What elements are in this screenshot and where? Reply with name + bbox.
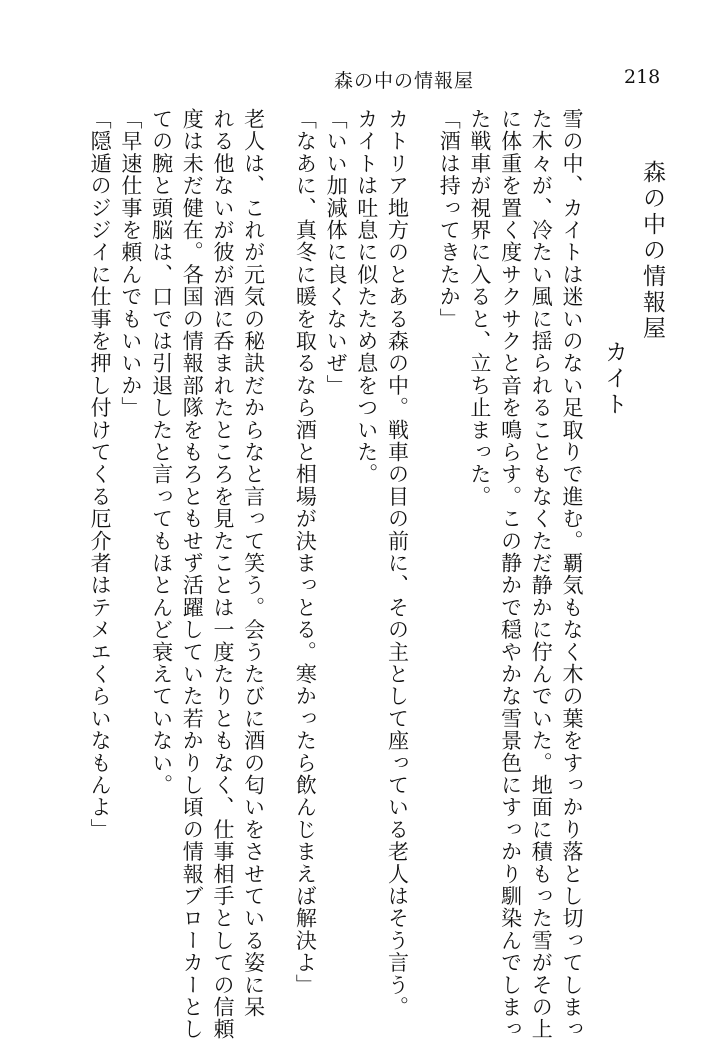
body-line: 度は未だ健在。各国の情報部隊をもろともせず活躍していた若かりし頃の情報ブローカーとし — [180, 108, 205, 1040]
dialogue-line: 「隠遁のジジイに仕事を押し付けてくる厄介者はテメエくらいなもんよ」 — [88, 108, 113, 841]
body-line: れる他ないが彼が酒に呑まれたところを見たことは一度たりともなく、仕事相手としての信頼 — [210, 108, 235, 1040]
running-head-title: 森の中の情報屋 — [334, 70, 475, 92]
body-line: た木々が、冷たい風に揺られることもなくただ静かに佇んでいた。地面に積もった雪がその上 — [529, 108, 554, 1040]
body-line: カトリア地方のとある森の中。戦車の目の前に、その主として座っている老人はそう言う。 — [385, 108, 410, 1019]
page-number: 218 — [624, 66, 661, 88]
body-line: ての腕と頭脳は、口では引退したと言ってもほとんど衰えていない。 — [149, 108, 174, 797]
chapter-author: カイト — [601, 340, 627, 418]
dialogue-line: 「早速仕事を頼んでもいいか」 — [118, 108, 143, 419]
body-line: カイトは吐息に似たため息をついた。 — [354, 108, 379, 486]
body-line: 老人は、これが元気の秘訣だからなと言って笑う。会うたびに酒の匂いをさせている姿に呆 — [241, 108, 266, 1019]
body-line: た戦車が視界に入ると、立ち止まった。 — [467, 108, 492, 508]
dialogue-line: 「なあに、真冬に暖を取るなら酒と相場が決まっとる。寒かったら飲んじまえば解決よ」 — [293, 108, 318, 996]
chapter-title: 森の中の情報屋 — [639, 160, 665, 342]
body-text — [84, 108, 608, 1040]
body-line: 雪の中、カイトは迷いのない足取りで進む。覇気もなく木の葉をすっかり落とし切ってしまっ — [560, 108, 584, 1040]
dialogue-line: 「いい加減体に良くないぜ」 — [324, 108, 349, 397]
dialogue-line: 「酒は持ってきたか」 — [437, 108, 462, 330]
body-line: に体重を置く度サクサクと音を鳴らす。この静かで穏やかな雪景色にすっかり馴染んでしまっ — [498, 108, 523, 1040]
